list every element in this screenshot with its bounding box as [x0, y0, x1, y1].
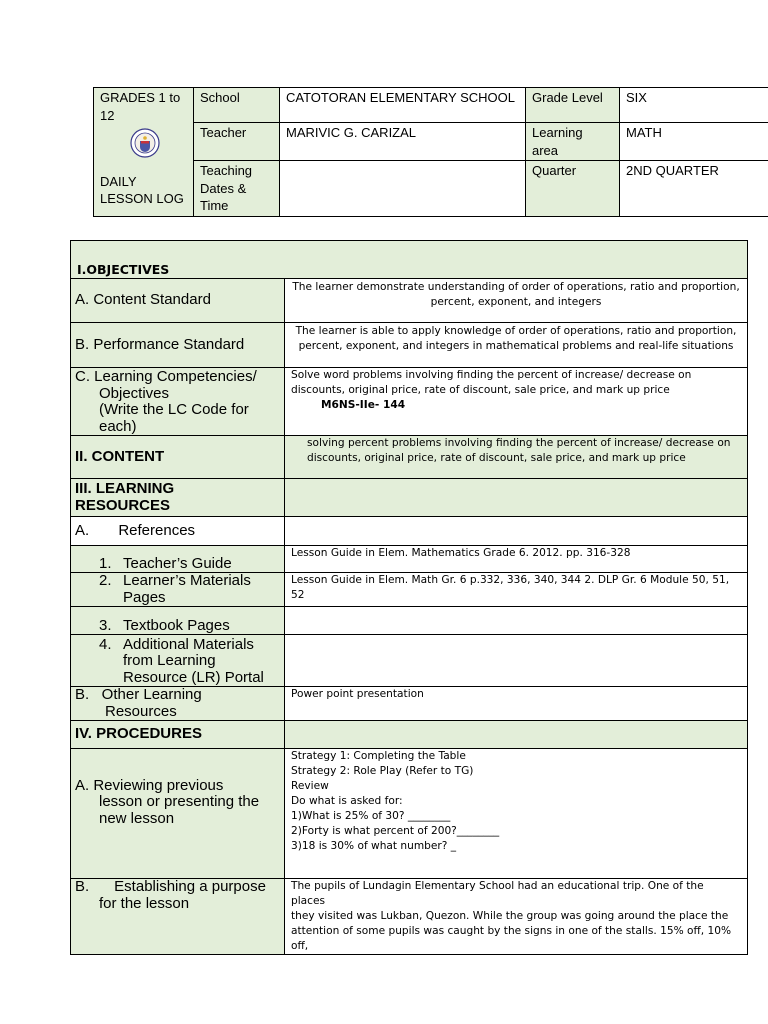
teaching-dates-label: Teaching Dates & Time [194, 161, 280, 217]
purpose-line: they visited was Lukban, Quezon. While the group was going around the place the [291, 910, 729, 922]
lc-code: M6NS-IIe- 144 [321, 399, 406, 411]
deped-seal-icon [130, 128, 160, 158]
other-resources-label: B. Other Learning Resources [71, 687, 285, 721]
learning-area-label: Learning area [526, 123, 620, 161]
grades-text: GRADES 1 to 12 [100, 90, 181, 123]
review-line: Review [291, 780, 329, 792]
dll-header-table [93, 87, 768, 217]
teachers-guide-value: Lesson Guide in Elem. Mathematics Grade 6. 2012. pp. 316-328 [285, 546, 748, 573]
grade-level-label: Grade Level [526, 88, 620, 123]
review-line: Strategy 2: Role Play (Refer to TG) [291, 765, 474, 777]
objectives-heading: I.OBJECTIVES [71, 241, 748, 279]
references-value [285, 517, 748, 546]
learners-materials-label: 2. Learner’s Materials Pages [71, 573, 285, 607]
review-line: Do what is asked for: [291, 795, 403, 807]
learning-resources-value [285, 479, 748, 517]
learning-area-value: MATH [620, 123, 768, 161]
quarter-label: Quarter [526, 161, 620, 217]
daily-lesson-log-text: DAILY LESSON LOG [100, 173, 184, 206]
other-resources-value: Power point presentation [285, 687, 748, 721]
procedures-heading-value [285, 721, 748, 749]
learners-materials-value: Lesson Guide in Elem. Math Gr. 6 p.332, 336, 340, 344 2. DLP Gr. 6 Module 50, 51, 52 [285, 573, 748, 607]
textbook-pages-label: 3. Textbook Pages [71, 607, 285, 635]
school-label: School [194, 88, 280, 123]
establishing-purpose-value [285, 879, 748, 955]
additional-materials-label: 4. Additional Materials from Learning Resource (LR) Portal [71, 635, 285, 687]
performance-standard-label: B. Performance Standard [71, 323, 285, 368]
purpose-line: The pupils of Lundagin Elementary School had an educational trip. One of the places [291, 880, 704, 907]
reviewing-lesson-value [285, 749, 748, 879]
establishing-purpose-label: B. Establishing a purpose for the lesson [71, 879, 285, 955]
dll-main-table [70, 240, 748, 955]
review-line: 2)Forty is what percent of 200?________ [291, 825, 500, 837]
textbook-pages-value [285, 607, 748, 635]
dll-title-cell [94, 88, 194, 217]
review-line: 3)18 is 30% of what number? _ [291, 840, 457, 852]
learning-resources-heading: III. LEARNING RESOURCES [71, 479, 285, 517]
school-value: CATOTORAN ELEMENTARY SCHOOL [280, 88, 526, 123]
content-value: solving percent problems involving finding the percent of increase/ decrease on discounts, original price, rate of discount, sale price, and mark up price [285, 436, 748, 479]
review-line: 1)What is 25% of 30? ________ [291, 810, 451, 822]
learning-competencies-value: Solve word problems involving finding the percent of increase/ decrease on discounts, original price, rate of discount, sale price, and mark up price M6NS-IIe- 144 [285, 368, 748, 436]
content-standard-label: A. Content Standard [71, 279, 285, 323]
additional-materials-value [285, 635, 748, 687]
teachers-guide-label: 1. Teacher’s Guide [71, 546, 285, 573]
grade-level-value: SIX [620, 88, 768, 123]
teaching-dates-value [280, 161, 526, 217]
teacher-label: Teacher [194, 123, 280, 161]
teacher-value: MARIVIC G. CARIZAL [280, 123, 526, 161]
review-line: Strategy 1: Completing the Table [291, 750, 466, 762]
quarter-value: 2ND QUARTER [620, 161, 768, 217]
purpose-line: attention of some pupils was caught by the signs in one of the stalls. 15% off, 10% off, [291, 925, 732, 952]
performance-standard-value: The learner is able to apply knowledge of order of operations, ratio and proportion, percent, exponent, and integers in mathematical problems and real-life situations [285, 323, 748, 368]
learning-competencies-label: C. Learning Competencies/ Objectives (Write the LC Code for each) [71, 368, 285, 436]
procedures-heading: IV. PROCEDURES [71, 721, 285, 749]
content-standard-value: The learner demonstrate understanding of order of operations, ratio and proportion, percent, exponent, and integers [285, 279, 748, 323]
reviewing-lesson-label: A. Reviewing previous lesson or presenting the new lesson [71, 749, 285, 879]
content-heading: II. CONTENT [71, 436, 285, 479]
references-label: A. References [71, 517, 285, 546]
